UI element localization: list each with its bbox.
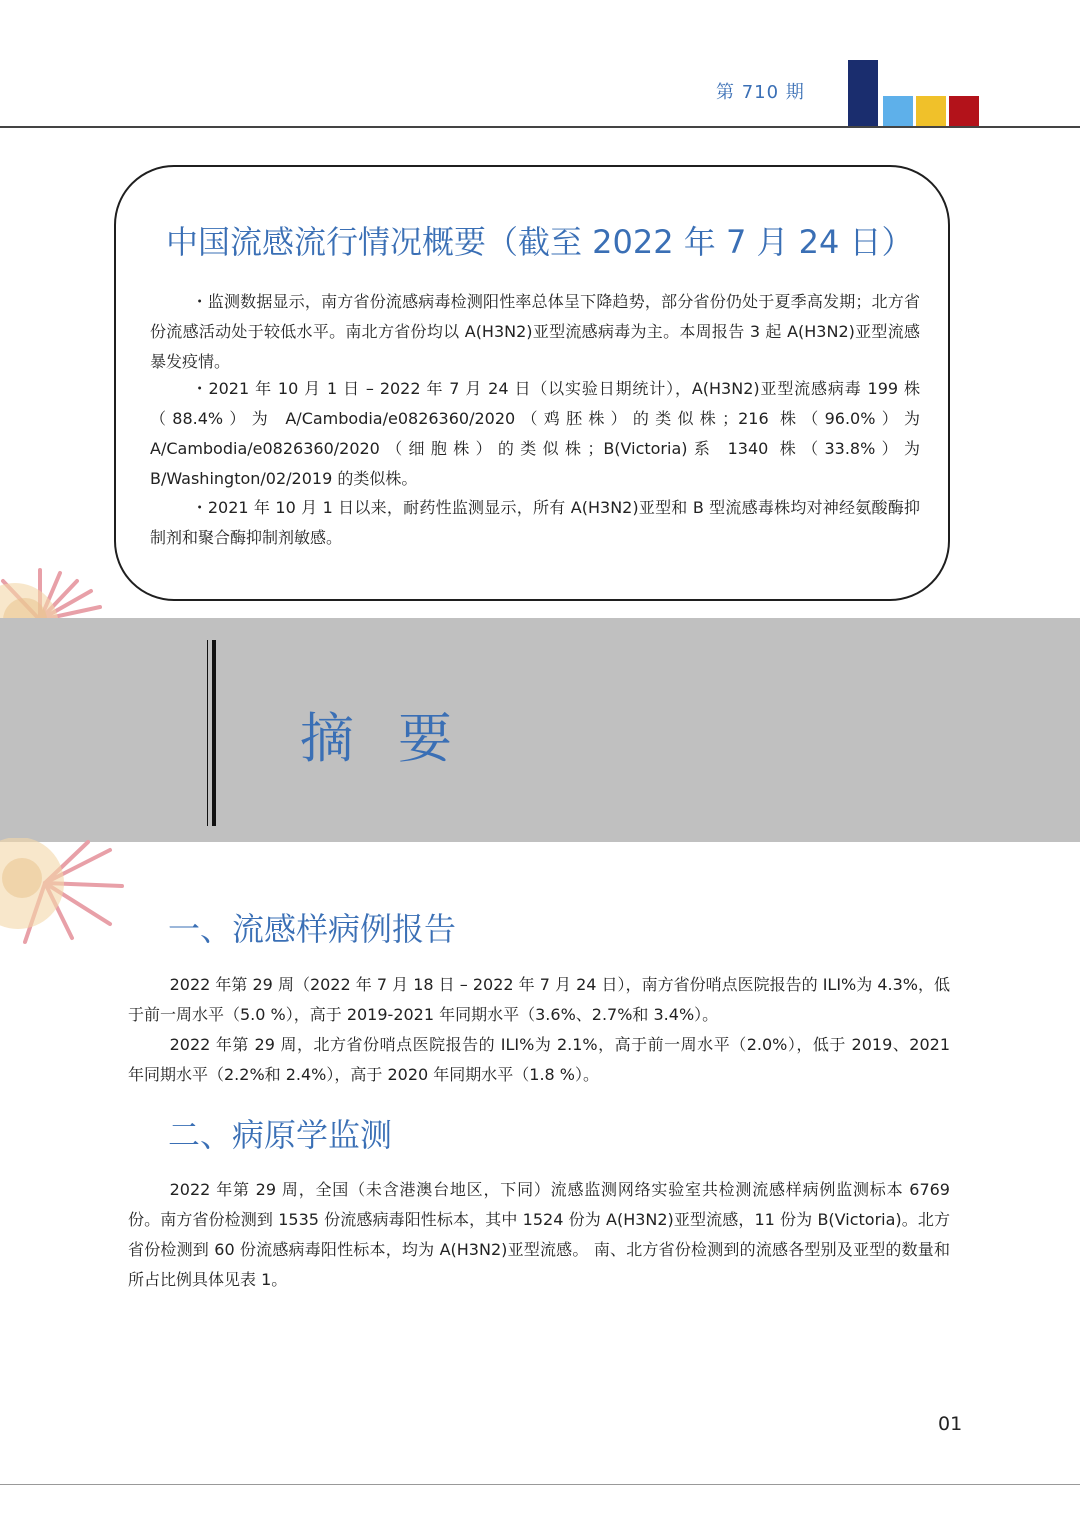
issue-label: 第 710 期 bbox=[716, 82, 805, 103]
section-heading: 二、病原学监测 bbox=[168, 1116, 393, 1154]
summary-bullet: ・2021 年 10 月 1 日以来，耐药性监测显示，所有 A(H3N2)亚型和 B 型流感毒株均对神经氨酸酶抑制剂和聚合酶抑制剂敏感。 bbox=[150, 498, 920, 547]
summary-title: 中国流感流行情况概要（截至 2022 年 7 月 24 日） bbox=[166, 223, 914, 261]
gold-bar bbox=[916, 96, 946, 126]
navy-bar bbox=[848, 60, 878, 126]
section-heading: 一、流感样病例报告 bbox=[168, 910, 457, 948]
summary-bullet: ・监测数据显示，南方省份流感病毒检测阳性率总体呈下降趋势，部分省份仍处于夏季高发期；北方省份流感活动处于较低水平。南北方省份均以 A(H3N2)亚型流感病毒为主。本周报告 3 起 A(H3N2)亚型流感暴发疫情。 bbox=[150, 292, 920, 371]
header-color-bars bbox=[848, 58, 982, 126]
body-paragraph: 2022 年第 29 周（2022 年 7 月 18 日 – 2022 年 7 月 24 日），南方省份哨点医院报告的 ILI%为 4.3%，低于前一周水平（5.0 %），高于 2019-2021 年同期水平（3.6%、2.7%和 3.4%）。 bbox=[128, 975, 950, 1024]
summary-bullet: ・2021 年 10 月 1 日 – 2022 年 7 月 24 日（以实验日期统计），A(H3N2)亚型流感病毒 199 株（88.4%）为 A/Cambodia/e0826360/2020（鸡胚株）的类似株；216 株（96.0%）为 A/Cambodia/e0826360/2020（细胞株）的类似株；B(Victoria)系 1340 株（33.8%）为 B/Washington/02/2019 的类似株。 bbox=[150, 379, 920, 488]
band-line-thick bbox=[212, 640, 216, 826]
page-number: 01 bbox=[938, 1413, 963, 1435]
sky-bar bbox=[883, 96, 913, 126]
header-rule bbox=[0, 126, 1080, 128]
footer-rule bbox=[0, 1484, 1080, 1485]
body-paragraph: 2022 年第 29 周，全国（未含港澳台地区，下同）流感监测网络实验室共检测流感样病例监测标本 6769 份。南方省份检测到 1535 份流感病毒阳性标本，其中 1524 份为 A(H3N2)亚型流感，11 份为 B(Victoria)。北方省份检测到 60 份流感病毒阳性标本，均为 A(H3N2)亚型流感。 南、北方省份检测到的流感各型别及亚型的数量和所占比例具体见表 1。 bbox=[128, 1180, 950, 1289]
red-bar bbox=[949, 96, 979, 126]
abstract-title: 摘要 bbox=[300, 707, 496, 770]
band-line-thin bbox=[207, 640, 208, 826]
virus-illustration bbox=[0, 838, 150, 948]
abstract-band bbox=[0, 618, 1080, 842]
summary-box bbox=[114, 165, 950, 601]
body-paragraph: 2022 年第 29 周，北方省份哨点医院报告的 ILI%为 2.1%，高于前一周水平（2.0%），低于 2019、2021 年同期水平（2.2%和 2.4%），高于 2020 年同期水平（1.8 %）。 bbox=[128, 1035, 950, 1084]
